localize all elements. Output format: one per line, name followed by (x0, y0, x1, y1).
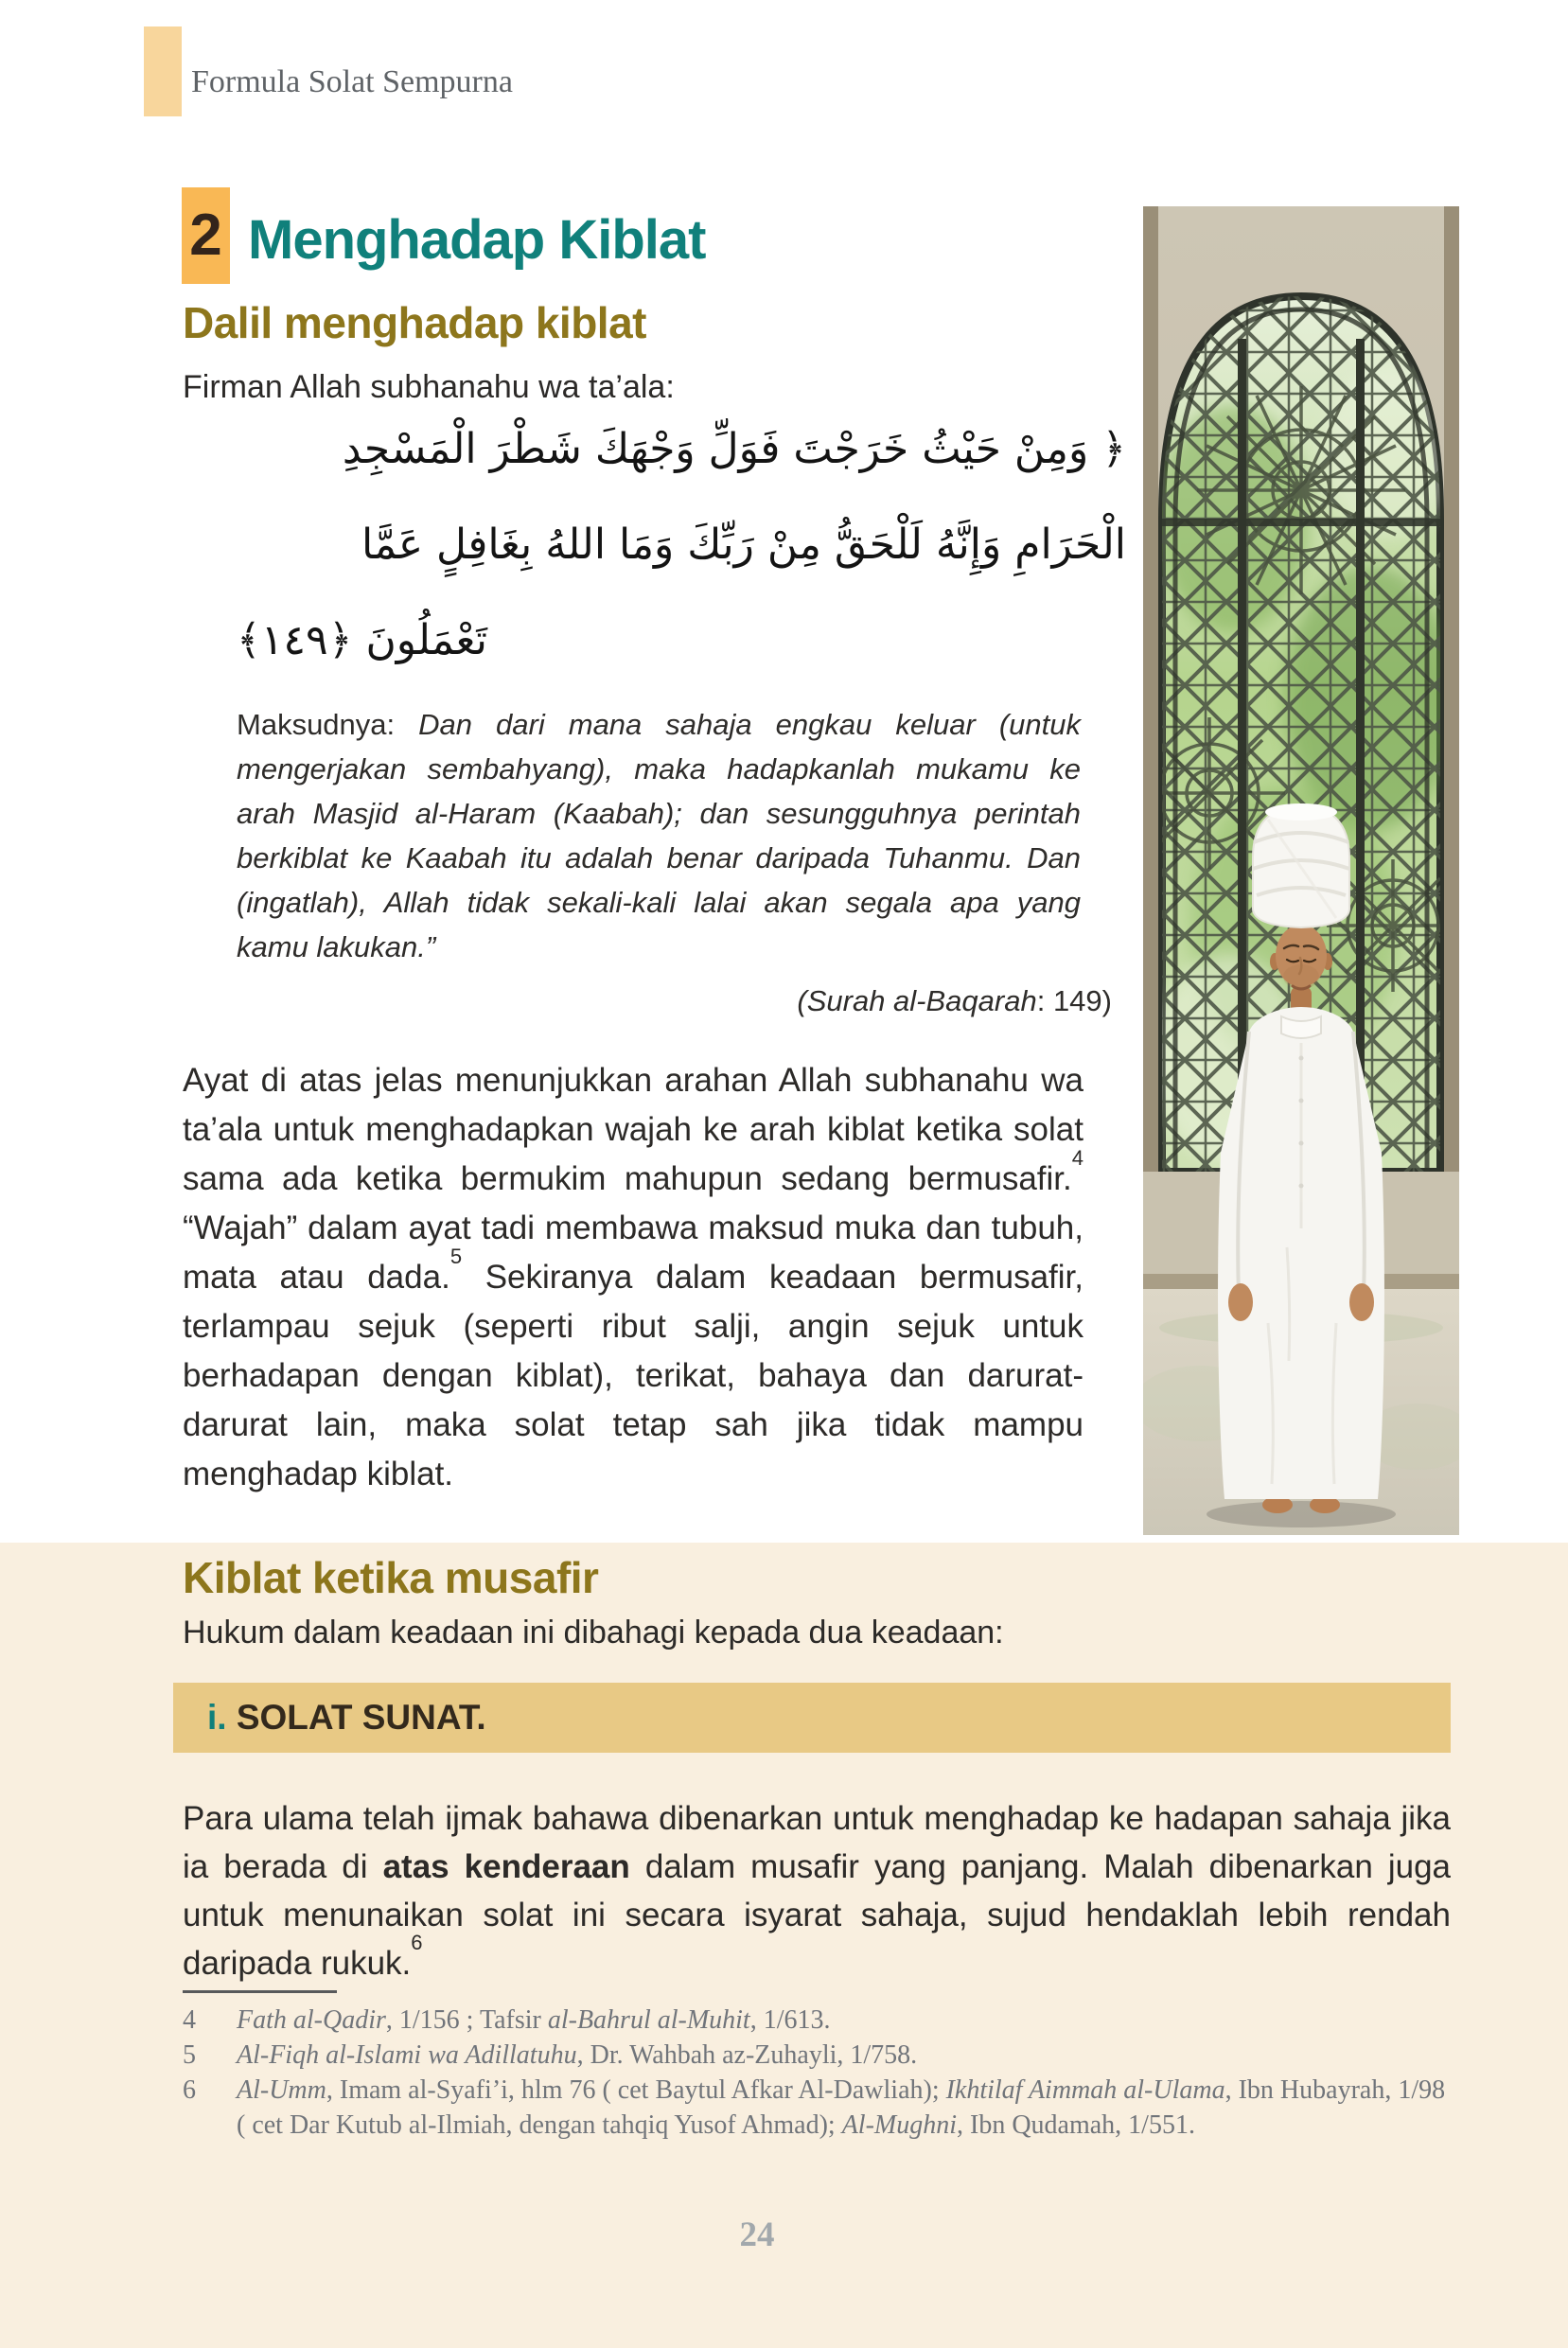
paragraph-text: Ayat di atas jelas menunjukkan arahan Allah subhanahu wa ta’ala untuk menghadapkan wajah ke arah kiblat ketika solat sama ada ketika bermukim mahupun sedang bermusafir. (183, 1062, 1084, 1197)
subsection-marker: i. (207, 1698, 227, 1737)
paragraph-text: “Wajah” dalam ayat tadi membawa maksud muka dan tubuh, mata atau dada. (183, 1209, 1084, 1296)
footnote-text: Al-Fiqh al-Islami wa Adillatuhu, Dr. Wahbah az-Zuhayli, 1/758. (237, 2040, 918, 2070)
footnote-ref-6: 6 (411, 1931, 423, 1955)
citation-number: : 149) (1036, 984, 1112, 1017)
bold-phrase: atas kenderaan (382, 1848, 630, 1885)
citation-source: (Surah al-Baqarah (797, 984, 1037, 1017)
section-heading-dalil: Dalil menghadap kiblat (183, 298, 646, 347)
arabic-line-3: تَعْمَلُونَ ﴿١٤٩﴾ (237, 616, 487, 664)
footnote-ref-4: 4 (1071, 1146, 1084, 1171)
chapter-number: 2 (189, 203, 222, 268)
verse-citation (237, 984, 1112, 1018)
page-number: 24 (739, 2216, 775, 2254)
header-accent-bar (144, 26, 182, 116)
footnote-5 (183, 2038, 1455, 2073)
subsection-bar-solat-sunat (173, 1683, 1451, 1753)
paragraph-text: Sekiranya dalam keadaan bermusafir, terlampau sejuk (seperti ribut salji, angin sejuk untuk berhadapan dengan kiblat), terikat, bahaya dan darurat-darurat lain, maka solat tetap sah jika tidak mampu menghadap kiblat. (183, 1259, 1084, 1492)
subsection-title: SOLAT SUNAT. (226, 1698, 486, 1737)
arabic-line-2: الْحَرَامِ وَإِنَّهُ لَلْحَقُّ مِنْ رَبِّكَ وَمَا اللهُ بِغَافِلٍ عَمَّا (361, 521, 1126, 569)
footnote-number: 6 (183, 2075, 196, 2105)
footnote-number: 5 (183, 2040, 196, 2070)
body-paragraph-1 (183, 1056, 1084, 1499)
chapter-number-box (182, 187, 230, 284)
photo-illustration (1143, 206, 1459, 1535)
running-header-title: Formula Solat Sempurna (191, 64, 513, 99)
footnote-ref-5: 5 (449, 1245, 463, 1269)
footnote-text: Fath al-Qadir, 1/156 ; Tafsir al-Bahrul al-Muhit, 1/613. (237, 2005, 831, 2035)
footnote-number: 4 (183, 2005, 196, 2035)
body-paragraph-2 (183, 1794, 1451, 1987)
translation-text: Dan dari mana sahaja engkau keluar (untuk mengerjakan sembahyang), maka hadapkanlah mukamu ke arah Masjid al-Haram (Kaabah); dan sesungguhnya perintah berkiblat ke Kaabah itu adalah benar daripada Tuhanmu. Dan (ingatlah), Allah tidak sekali-kali lalai akan segala apa yang kamu lakukan.” (237, 708, 1081, 963)
footnote-text: Al-Umm, Imam al-Syafi’i, hlm 76 ( cet Baytul Afkar Al-Dawliah); Ikhtilaf Aimmah al-Ulama, Ibn Hubayrah, 1/98 ( cet Dar Kutub al-Ilmiah, dengan tahqiq Yusof Ahmad); Al-Mughni, Ibn Qudamah, 1/551. (237, 2075, 1446, 2140)
footnote-divider (183, 1990, 337, 1993)
paragraph-text: Para ulama telah ijmak bahawa dibenarkan untuk menghadap ke hadapan sahaja jika ia berada di (183, 1800, 1451, 1885)
dalil-lead-text: Firman Allah subhanahu wa ta’ala: (183, 369, 675, 405)
translation-label: Maksudnya: (237, 708, 396, 741)
paragraph-text: dalam musafir yang panjang. Malah dibenarkan juga untuk menunaikan solat ini secara isyarat sahaja, sujud hendaklah lebih rendah daripada rukuk. (183, 1848, 1452, 1982)
translation-quote (237, 702, 1081, 969)
footnote-4 (183, 2003, 1455, 2038)
arabic-line-1: ﴿ وَمِنْ حَيْثُ خَرَجْتَ فَوَلِّ وَجْهَكَ شَطْرَ الْمَسْجِدِ (342, 425, 1126, 473)
footnotes-block (183, 2003, 1455, 2143)
footnote-6 (183, 2073, 1455, 2143)
chapter-title: Menghadap Kiblat (248, 209, 706, 271)
photo-boy-praying-mosque (1143, 206, 1459, 1535)
quran-verse-arabic (183, 401, 1126, 688)
musafir-lead-text: Hukum dalam keadaan ini dibahagi kepada dua keadaan: (183, 1615, 1004, 1651)
section-heading-musafir: Kiblat ketika musafir (183, 1553, 599, 1602)
